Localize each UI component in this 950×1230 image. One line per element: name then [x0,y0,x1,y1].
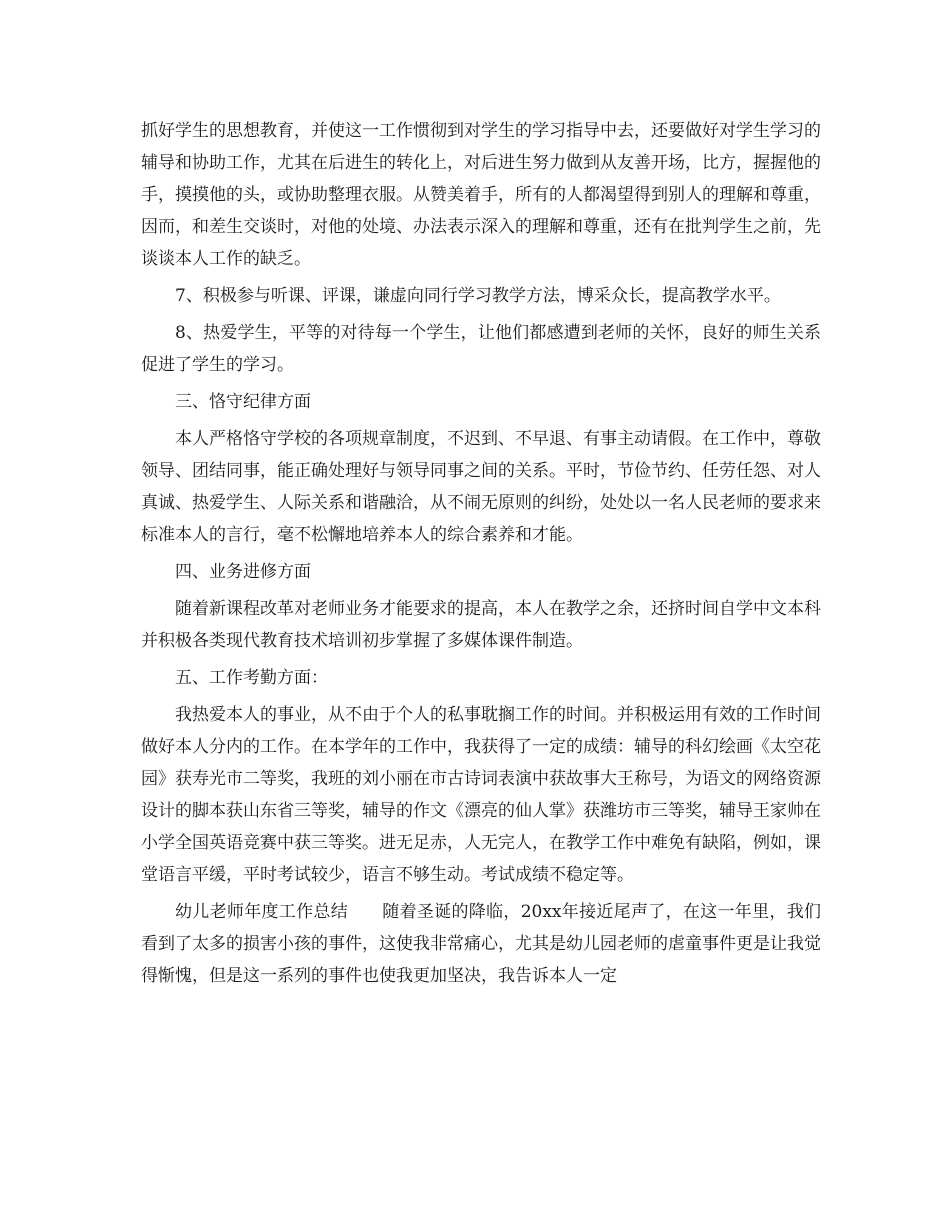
paragraph-discipline: 本人严格恪守学校的各项规章制度，不迟到、不早退、有事主动请假。在工作中，尊敬领导、团结同事，能正确处理好与领导同事之间的关系。平时，节俭节约、任劳任怨、对人真诚、热爱学生、人际关系和谐融洽，从不闹无原则的纠纷，处处以一名人民老师的要求来标准本人的言行，毫不松懈地培养本人的综合素养和才能。 [141,429,821,545]
paragraph-item-7: 7、积极参与听课、评课，谦虚向同行学习教学方法，博采众长，提高教学水平。 [175,286,781,306]
kindergarten-summary-title: 幼儿老师年度工作总结 [175,902,348,922]
section-heading-discipline: 三、恪守纪律方面 [175,392,311,412]
document-body [141,115,821,992]
paragraph-student-guidance: 抓好学生的思想教育，并使这一工作惯彻到对学生的学习指导中去，还要做好对学生学习的辅导和协助工作，尤其在后进生的转化上，对后进生努力做到从友善开场，比方，握握他的手，摸摸他的头，或协助整理衣服。从赞美着手，所有的人都渴望得到别人的理解和尊重，因而，和差生交谈时，对他的处境、办法表示深入的理解和尊重，还有在批判学生之前，先谈谈本人工作的缺乏。 [141,121,821,269]
kindergarten-summary-body: 随着圣诞的降临，20xx年接近尾声了，在这一年里，我们看到了太多的损害小孩的事件，这使我非常痛心，尤其是幼儿园老师的虐童事件更是让我觉得惭愧，但是这一系列的事件也使我更加坚决，我告诉本人一定 [141,902,821,986]
paragraph-professional-study: 随着新课程改革对老师业务才能要求的提高，本人在教学之余，还挤时间自学中文本科并积极各类现代教育技术培训初步掌握了多媒体课件制造。 [141,599,821,651]
paragraph-attendance: 我热爱本人的事业，从不由于个人的私事耽搁工作的时间。并积极运用有效的工作时间做好本人分内的工作。在本学年的工作中，我获得了一定的成绩：辅导的科幻绘画《太空花园》获寿光市二等奖，我班的刘小丽在市古诗词表演中获故事大王称号，为语文的网络资源设计的脚本获山东省三等奖，辅导的作文《漂亮的仙人掌》获潍坊市三等奖，辅导王家帅在小学全国英语竞赛中获三等奖。进无足赤，人无完人，在教学工作中难免有缺陷，例如，课堂语言平缓，平时考试较少，语言不够生动。考试成绩不稳定等。 [141,705,821,885]
paragraph-kindergarten-summary [141,896,821,992]
section-heading-attendance: 五、工作考勤方面： [175,668,328,688]
section-heading-professional-study: 四、业务进修方面 [175,562,311,582]
paragraph-item-8: 8、热爱学生，平等的对待每一个学生，让他们都感遭到老师的关怀，良好的师生关系促进了学生的学习。 [141,323,821,375]
